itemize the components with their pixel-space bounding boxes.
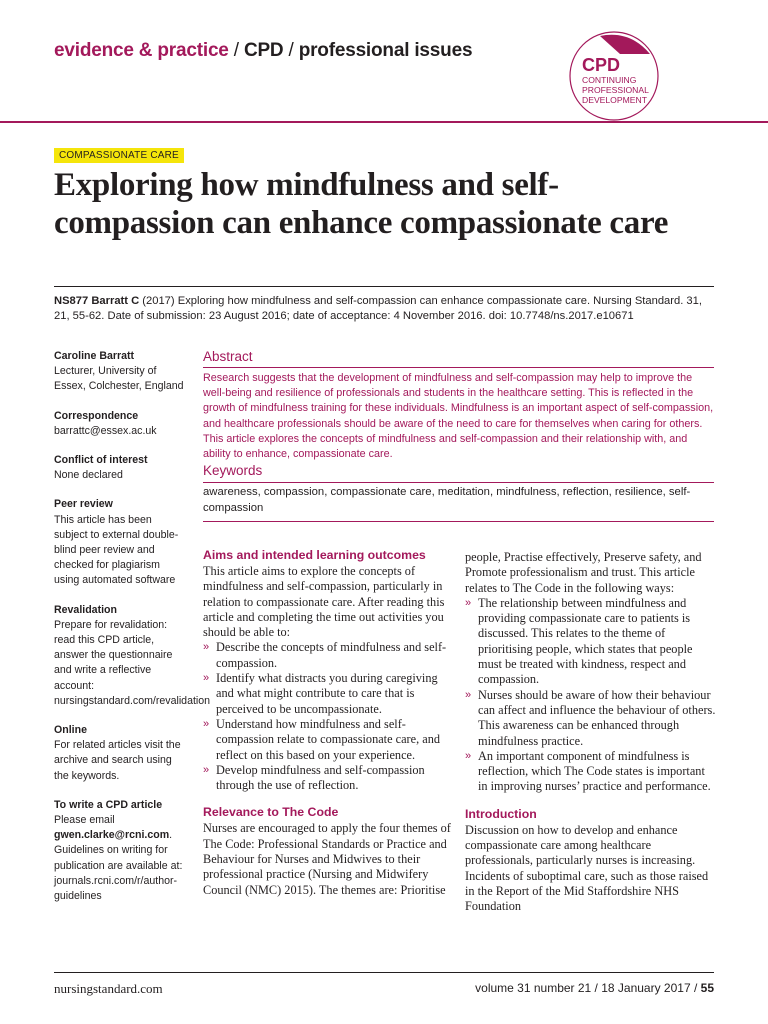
editor-email-link[interactable]: gwen.clarke@rcni.com [54,829,170,842]
conflict-text: None declared [54,469,123,482]
body-column-2 [465,550,717,915]
bullet-icon: » [203,672,210,685]
list-item: » Develop mindfulness and self-compassion through the use of reflection. [203,762,425,793]
section-professional-issues[interactable]: professional issues [298,40,473,61]
correspondence-email[interactable]: barrattc@essex.ac.uk [54,424,157,437]
section-cpd[interactable]: CPD [243,40,284,61]
code-list [465,596,717,795]
relevance-continued: people, Practise effectively, Preserve safety, and Promote professionalism and trust. This article relates to The Code in the following ways: [465,550,702,595]
introduction-text: Discussion on how to develop and enhance compassionate care among healthcare professionals, particularly nurses is increasing. Incidents of suboptimal care, such as those raised in the Report of the Mid Staffordshire NHS Foundation [465,822,709,914]
abstract-heading: Abstract [203,349,253,364]
keywords-heading: Keywords [203,463,263,478]
abstract-text: Research suggests that the development of mindfulness and self-compassion may help to improve the well-being and resilience of professionals and students in the healthcare setting. This is reflected in the growth of mindfulness training for these individuals. Mindfulness is an important aspect of self-compassion, and healthcare professionals should be aware of the need to care for themselves when caring for others. This article explores the concepts of mindfulness and self-compassion and their relationship with, and ability to enhance, compassionate care. [203,372,714,461]
relevance-heading: Relevance to The Code [203,805,339,820]
section-header [54,40,472,62]
header-divider [0,121,768,123]
aims-intro: This article aims to explore the concepts of mindfulness and self-compassion, particularly in relation to compassionate care. After reading this article and completing the time out activities you should be able to: [203,564,445,640]
list-item: » Identify what distracts you during caregiving and what might contribute to care that is perceived to be uncompassionate. [203,671,438,716]
bullet-icon: » [465,596,472,609]
bullet-icon: » [465,749,472,762]
online-heading: Online [54,724,87,737]
conflict-heading: Conflict of interest [54,454,148,467]
page-number: 55 [700,981,714,995]
keywords-divider [203,482,714,483]
abstract-divider [203,367,714,368]
relevance-text: Nurses are encouraged to apply the four themes of The Code: Professional Standards or Practice and Behaviour for Nurses and Midwives to their professional practice (Nursing and Midwifery Council (NMC) 2015). The themes are: Prioritise [203,821,451,897]
header-separator: / [283,40,299,61]
bullet-icon: » [203,641,210,654]
bullet-icon: » [465,688,472,701]
aims-list [203,640,455,793]
peer-review-text: This article has been subject to external double-blind peer review and checked for plagiarism using automated software [54,513,179,587]
keywords-text: awareness, compassion, compassionate care, meditation, mindfulness, reflection, resilience, self-compassion [203,486,691,514]
article-title: Exploring how mindfulness and self-compassion can enhance compassionate care [54,167,669,241]
citation-ref: NS877 Barratt C [54,295,140,307]
list-item: » Nurses should be aware of how their behaviour can affect and influence the behaviour of others. This awareness can be enhanced through mindfulness practice. [465,687,716,748]
list-item: » The relationship between mindfulness and providing compassionate care to patients is discussed. This relates to the theme of prioritising people, which states that people must be treated with kindness, respect and compassion. [465,595,693,687]
list-item: » An important component of mindfulness is reflection, which The Code states is important in improving nurses’ practice and performance. [465,748,711,794]
peer-review-heading: Peer review [54,498,113,511]
citation-text: (2017) Exploring how mindfulness and self-compassion can enhance compassionate care. Nursing Standard. 31, 21, 55-62. Date of submission: 23 August 2016; date of acceptance: 4 November 2016. doi: 10.7748/ns.2017.e10671 [54,295,702,322]
author-affiliation: Lecturer, University of Essex, Colchester, England [54,365,184,393]
footer-site[interactable]: nursingstandard.com [54,981,163,996]
revalidation-heading: Revalidation [54,603,117,616]
list-item: » Understand how mindfulness and self-compassion relate to compassionate care, and reflect on this based on your experience. [203,716,440,762]
article-citation [54,294,714,324]
footer-divider [54,972,714,973]
revalidation-text: Prepare for revalidation: read this CPD article, answer the questionnaire and write a reflective account: nursingstandard.com/revalidation [54,618,211,707]
badge-line1: CONTINUING [582,75,637,85]
write-cpd-text: Please email gwen.clarke@rcni.com. Guidelines on writing for publication are available at: journals.rcni.com/r/author-guidelines [54,814,183,903]
badge-line2: PROFESSIONAL [582,85,649,95]
topic-tag[interactable]: COMPASSIONATE CARE [54,148,184,163]
introduction-heading: Introduction [465,806,537,821]
write-cpd-heading: To write a CPD article [54,798,163,811]
author-sidebar [54,349,211,918]
bullet-icon: » [203,717,210,730]
header-separator: / [228,40,244,61]
online-text: For related articles visit the archive and search using the keywords. [54,739,181,782]
cpd-badge-logo [560,24,664,128]
correspondence-heading: Correspondence [54,409,139,422]
list-item: » Describe the concepts of mindfulness and self-compassion. [203,640,447,670]
badge-line3: DEVELOPMENT [582,95,647,105]
body-column-1 [203,548,455,898]
keywords-bottom-divider [203,521,714,522]
badge-abbr: CPD [582,55,621,75]
footer-issue: volume 31 number 21 / 18 January 2017 / 55 [475,981,714,995]
section-evidence-practice[interactable]: evidence & practice [54,40,229,61]
bullet-icon: » [203,763,210,776]
author-name: Caroline Barratt [54,350,135,362]
title-divider [54,286,714,287]
aims-heading: Aims and intended learning outcomes [203,548,426,562]
